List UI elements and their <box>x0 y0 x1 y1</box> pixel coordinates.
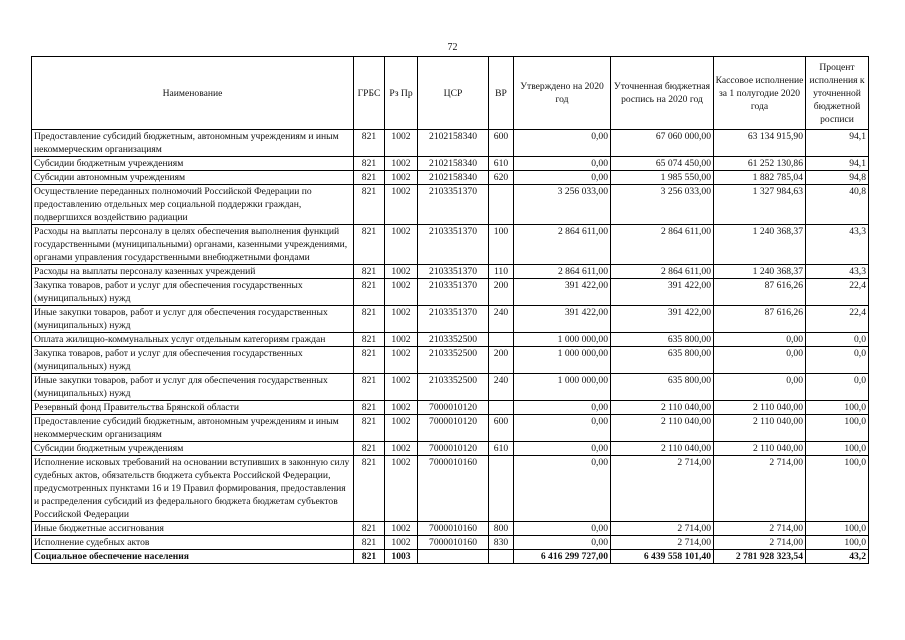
cell-refined: 65 074 450,00 <box>611 157 714 171</box>
table-row <box>32 374 869 401</box>
cell-name: Субсидии автономным учреждениям <box>32 171 354 185</box>
cell-approved: 0,00 <box>514 536 611 550</box>
cell-approved: 0,00 <box>514 456 611 522</box>
cell-approved: 2 864 611,00 <box>514 225 611 265</box>
cell-refined: 391 422,00 <box>611 306 714 333</box>
cell-percent: 43,3 <box>806 265 869 279</box>
cell-percent: 100,0 <box>806 401 869 415</box>
col-header-refined: Уточненная бюджетная роспись на 2020 год <box>611 57 714 130</box>
cell-vr: 610 <box>489 442 514 456</box>
col-header-vr: ВР <box>489 57 514 130</box>
cell-rzpr: 1002 <box>385 522 418 536</box>
cell-vr: 620 <box>489 171 514 185</box>
cell-name: Предоставление субсидий бюджетным, автономным учреждениям и иным некоммерческим организациям <box>32 130 354 157</box>
cell-percent: 43,3 <box>806 225 869 265</box>
cell-percent: 94,1 <box>806 130 869 157</box>
cell-rzpr: 1003 <box>385 550 418 564</box>
cell-grbs: 821 <box>354 550 385 564</box>
cell-name: Иные закупки товаров, работ и услуг для обеспечения государственных (муниципальных) нужд <box>32 374 354 401</box>
cell-csr: 2103352500 <box>418 347 489 374</box>
cell-percent: 0,0 <box>806 347 869 374</box>
cell-csr: 2102158340 <box>418 171 489 185</box>
cell-refined: 2 864 611,00 <box>611 265 714 279</box>
cell-percent: 22,4 <box>806 306 869 333</box>
cell-csr: 2102158340 <box>418 157 489 171</box>
cell-grbs: 821 <box>354 347 385 374</box>
cell-vr: 100 <box>489 225 514 265</box>
table-row <box>32 347 869 374</box>
cell-cash: 0,00 <box>714 347 806 374</box>
cell-approved: 0,00 <box>514 171 611 185</box>
cell-name: Субсидии бюджетным учреждениям <box>32 157 354 171</box>
cell-vr: 800 <box>489 522 514 536</box>
cell-percent: 40,8 <box>806 185 869 225</box>
cell-csr <box>418 550 489 564</box>
cell-cash: 1 327 984,63 <box>714 185 806 225</box>
cell-percent: 100,0 <box>806 522 869 536</box>
col-header-csr: ЦСР <box>418 57 489 130</box>
cell-percent: 43,2 <box>806 550 869 564</box>
cell-grbs: 821 <box>354 306 385 333</box>
cell-vr <box>489 456 514 522</box>
cell-approved: 6 416 299 727,00 <box>514 550 611 564</box>
cell-vr: 600 <box>489 130 514 157</box>
cell-percent: 100,0 <box>806 442 869 456</box>
cell-approved: 2 864 611,00 <box>514 265 611 279</box>
cell-percent: 100,0 <box>806 536 869 550</box>
cell-approved: 391 422,00 <box>514 306 611 333</box>
cell-refined: 6 439 558 101,40 <box>611 550 714 564</box>
cell-refined: 1 985 550,00 <box>611 171 714 185</box>
cell-name: Резервный фонд Правительства Брянской области <box>32 401 354 415</box>
cell-refined: 635 800,00 <box>611 333 714 347</box>
cell-percent: 22,4 <box>806 279 869 306</box>
cell-grbs: 821 <box>354 415 385 442</box>
cell-cash: 87 616,26 <box>714 279 806 306</box>
cell-name: Расходы на выплаты персоналу казенных учреждений <box>32 265 354 279</box>
cell-approved: 0,00 <box>514 401 611 415</box>
cell-vr <box>489 185 514 225</box>
cell-rzpr: 1002 <box>385 225 418 265</box>
cell-vr: 240 <box>489 306 514 333</box>
cell-percent: 100,0 <box>806 415 869 442</box>
cell-csr: 2103351370 <box>418 265 489 279</box>
cell-refined: 391 422,00 <box>611 279 714 306</box>
cell-approved: 3 256 033,00 <box>514 185 611 225</box>
cell-grbs: 821 <box>354 225 385 265</box>
cell-refined: 2 714,00 <box>611 456 714 522</box>
cell-refined: 635 800,00 <box>611 374 714 401</box>
table-row <box>32 185 869 225</box>
cell-rzpr: 1002 <box>385 157 418 171</box>
cell-percent: 0,0 <box>806 333 869 347</box>
cell-vr: 600 <box>489 415 514 442</box>
cell-grbs: 821 <box>354 522 385 536</box>
cell-cash: 2 110 040,00 <box>714 415 806 442</box>
cell-csr: 7000010160 <box>418 522 489 536</box>
table-row <box>32 522 869 536</box>
cell-cash: 2 110 040,00 <box>714 401 806 415</box>
cell-name: Исполнение судебных актов <box>32 536 354 550</box>
table-row <box>32 157 869 171</box>
cell-cash: 1 240 368,37 <box>714 265 806 279</box>
cell-name: Субсидии бюджетным учреждениям <box>32 442 354 456</box>
table-row <box>32 225 869 265</box>
cell-rzpr: 1002 <box>385 306 418 333</box>
cell-approved: 0,00 <box>514 415 611 442</box>
cell-name: Расходы на выплаты персоналу в целях обеспечения выполнения функций государственными (муниципальными) органами, казенными учреждениями, органами управления государственными внебюджетными фондами <box>32 225 354 265</box>
cell-cash: 0,00 <box>714 333 806 347</box>
cell-refined: 635 800,00 <box>611 347 714 374</box>
cell-refined: 2 714,00 <box>611 522 714 536</box>
cell-csr: 2102158340 <box>418 130 489 157</box>
cell-grbs: 821 <box>354 157 385 171</box>
table-row <box>32 265 869 279</box>
table-row <box>32 401 869 415</box>
cell-grbs: 821 <box>354 185 385 225</box>
cell-cash: 1 882 785,04 <box>714 171 806 185</box>
cell-vr: 110 <box>489 265 514 279</box>
cell-cash: 61 252 130,86 <box>714 157 806 171</box>
cell-cash: 2 714,00 <box>714 536 806 550</box>
cell-grbs: 821 <box>354 265 385 279</box>
cell-name: Исполнение исковых требований на основании вступивших в законную силу судебных актов, обязательств бюджета субъекта Российской Федерации, предусмотренных пунктами 16 и 19 Правил формирования, предоставления и распределения субсидий из федерального бюджета бюджетам субъектов Российской Федерации <box>32 456 354 522</box>
cell-vr: 200 <box>489 347 514 374</box>
cell-name: Закупка товаров, работ и услуг для обеспечения государственных (муниципальных) нужд <box>32 279 354 306</box>
cell-csr: 2103352500 <box>418 333 489 347</box>
table-row <box>32 130 869 157</box>
col-header-percent: Процент исполнения к уточненной бюджетной росписи <box>806 57 869 130</box>
cell-refined: 2 714,00 <box>611 536 714 550</box>
table-row <box>32 171 869 185</box>
col-header-rzpr: Рз Пр <box>385 57 418 130</box>
cell-rzpr: 1002 <box>385 185 418 225</box>
cell-vr: 610 <box>489 157 514 171</box>
cell-cash: 2 110 040,00 <box>714 442 806 456</box>
cell-name: Оплата жилищно-коммунальных услуг отдельным категориям граждан <box>32 333 354 347</box>
cell-vr: 830 <box>489 536 514 550</box>
col-header-grbs: ГРБС <box>354 57 385 130</box>
cell-approved: 1 000 000,00 <box>514 347 611 374</box>
col-header-approved: Утверждено на 2020 год <box>514 57 611 130</box>
cell-percent: 94,1 <box>806 157 869 171</box>
cell-grbs: 821 <box>354 333 385 347</box>
cell-rzpr: 1002 <box>385 374 418 401</box>
table-row <box>32 415 869 442</box>
cell-vr: 200 <box>489 279 514 306</box>
cell-name: Социальное обеспечение населения <box>32 550 354 564</box>
table-header-row <box>32 57 869 130</box>
cell-csr: 2103351370 <box>418 279 489 306</box>
cell-rzpr: 1002 <box>385 265 418 279</box>
cell-grbs: 821 <box>354 279 385 306</box>
cell-vr <box>489 333 514 347</box>
cell-csr: 2103352500 <box>418 374 489 401</box>
cell-csr: 7000010120 <box>418 442 489 456</box>
cell-grbs: 821 <box>354 456 385 522</box>
cell-csr: 7000010160 <box>418 456 489 522</box>
cell-percent: 100,0 <box>806 456 869 522</box>
cell-csr: 2103351370 <box>418 225 489 265</box>
cell-rzpr: 1002 <box>385 171 418 185</box>
cell-rzpr: 1002 <box>385 333 418 347</box>
table-row <box>32 442 869 456</box>
budget-table <box>31 56 869 564</box>
cell-rzpr: 1002 <box>385 401 418 415</box>
cell-grbs: 821 <box>354 171 385 185</box>
table-row <box>32 306 869 333</box>
cell-approved: 0,00 <box>514 157 611 171</box>
cell-refined: 2 110 040,00 <box>611 415 714 442</box>
cell-name: Иные закупки товаров, работ и услуг для обеспечения государственных (муниципальных) нужд <box>32 306 354 333</box>
cell-approved: 1 000 000,00 <box>514 333 611 347</box>
cell-csr: 7000010120 <box>418 415 489 442</box>
cell-cash: 63 134 915,90 <box>714 130 806 157</box>
col-header-cash: Кассовое исполнение за 1 полугодие 2020 года <box>714 57 806 130</box>
cell-rzpr: 1002 <box>385 536 418 550</box>
cell-approved: 0,00 <box>514 442 611 456</box>
cell-grbs: 821 <box>354 442 385 456</box>
cell-rzpr: 1002 <box>385 279 418 306</box>
cell-cash: 2 714,00 <box>714 522 806 536</box>
cell-csr: 7000010120 <box>418 401 489 415</box>
table-row <box>32 536 869 550</box>
cell-name: Осуществление переданных полномочий Российской Федерации по предоставлению отдельных мер социальной поддержки граждан, подвергшихся воздействию радиации <box>32 185 354 225</box>
cell-cash: 87 616,26 <box>714 306 806 333</box>
cell-approved: 391 422,00 <box>514 279 611 306</box>
cell-refined: 2 864 611,00 <box>611 225 714 265</box>
cell-refined: 2 110 040,00 <box>611 401 714 415</box>
cell-rzpr: 1002 <box>385 442 418 456</box>
cell-cash: 0,00 <box>714 374 806 401</box>
cell-percent: 94,8 <box>806 171 869 185</box>
cell-approved: 0,00 <box>514 130 611 157</box>
cell-name: Закупка товаров, работ и услуг для обеспечения государственных (муниципальных) нужд <box>32 347 354 374</box>
cell-csr: 7000010160 <box>418 536 489 550</box>
cell-approved: 1 000 000,00 <box>514 374 611 401</box>
cell-rzpr: 1002 <box>385 415 418 442</box>
table-row <box>32 333 869 347</box>
table-row <box>32 550 869 564</box>
cell-cash: 2 781 928 323,54 <box>714 550 806 564</box>
cell-name: Предоставление субсидий бюджетным, автономным учреждениям и иным некоммерческим организациям <box>32 415 354 442</box>
cell-csr: 2103351370 <box>418 306 489 333</box>
cell-grbs: 821 <box>354 374 385 401</box>
cell-rzpr: 1002 <box>385 347 418 374</box>
page-number: 72 <box>447 42 458 53</box>
cell-vr: 240 <box>489 374 514 401</box>
cell-csr: 2103351370 <box>418 185 489 225</box>
col-header-name: Наименование <box>32 57 354 130</box>
table-row <box>32 456 869 522</box>
cell-refined: 67 060 000,00 <box>611 130 714 157</box>
cell-approved: 0,00 <box>514 522 611 536</box>
cell-refined: 3 256 033,00 <box>611 185 714 225</box>
cell-name: Иные бюджетные ассигнования <box>32 522 354 536</box>
table-row <box>32 279 869 306</box>
cell-percent: 0,0 <box>806 374 869 401</box>
cell-grbs: 821 <box>354 401 385 415</box>
cell-refined: 2 110 040,00 <box>611 442 714 456</box>
cell-grbs: 821 <box>354 130 385 157</box>
cell-vr <box>489 401 514 415</box>
cell-vr <box>489 550 514 564</box>
cell-rzpr: 1002 <box>385 130 418 157</box>
cell-cash: 2 714,00 <box>714 456 806 522</box>
cell-rzpr: 1002 <box>385 456 418 522</box>
cell-cash: 1 240 368,37 <box>714 225 806 265</box>
cell-grbs: 821 <box>354 536 385 550</box>
